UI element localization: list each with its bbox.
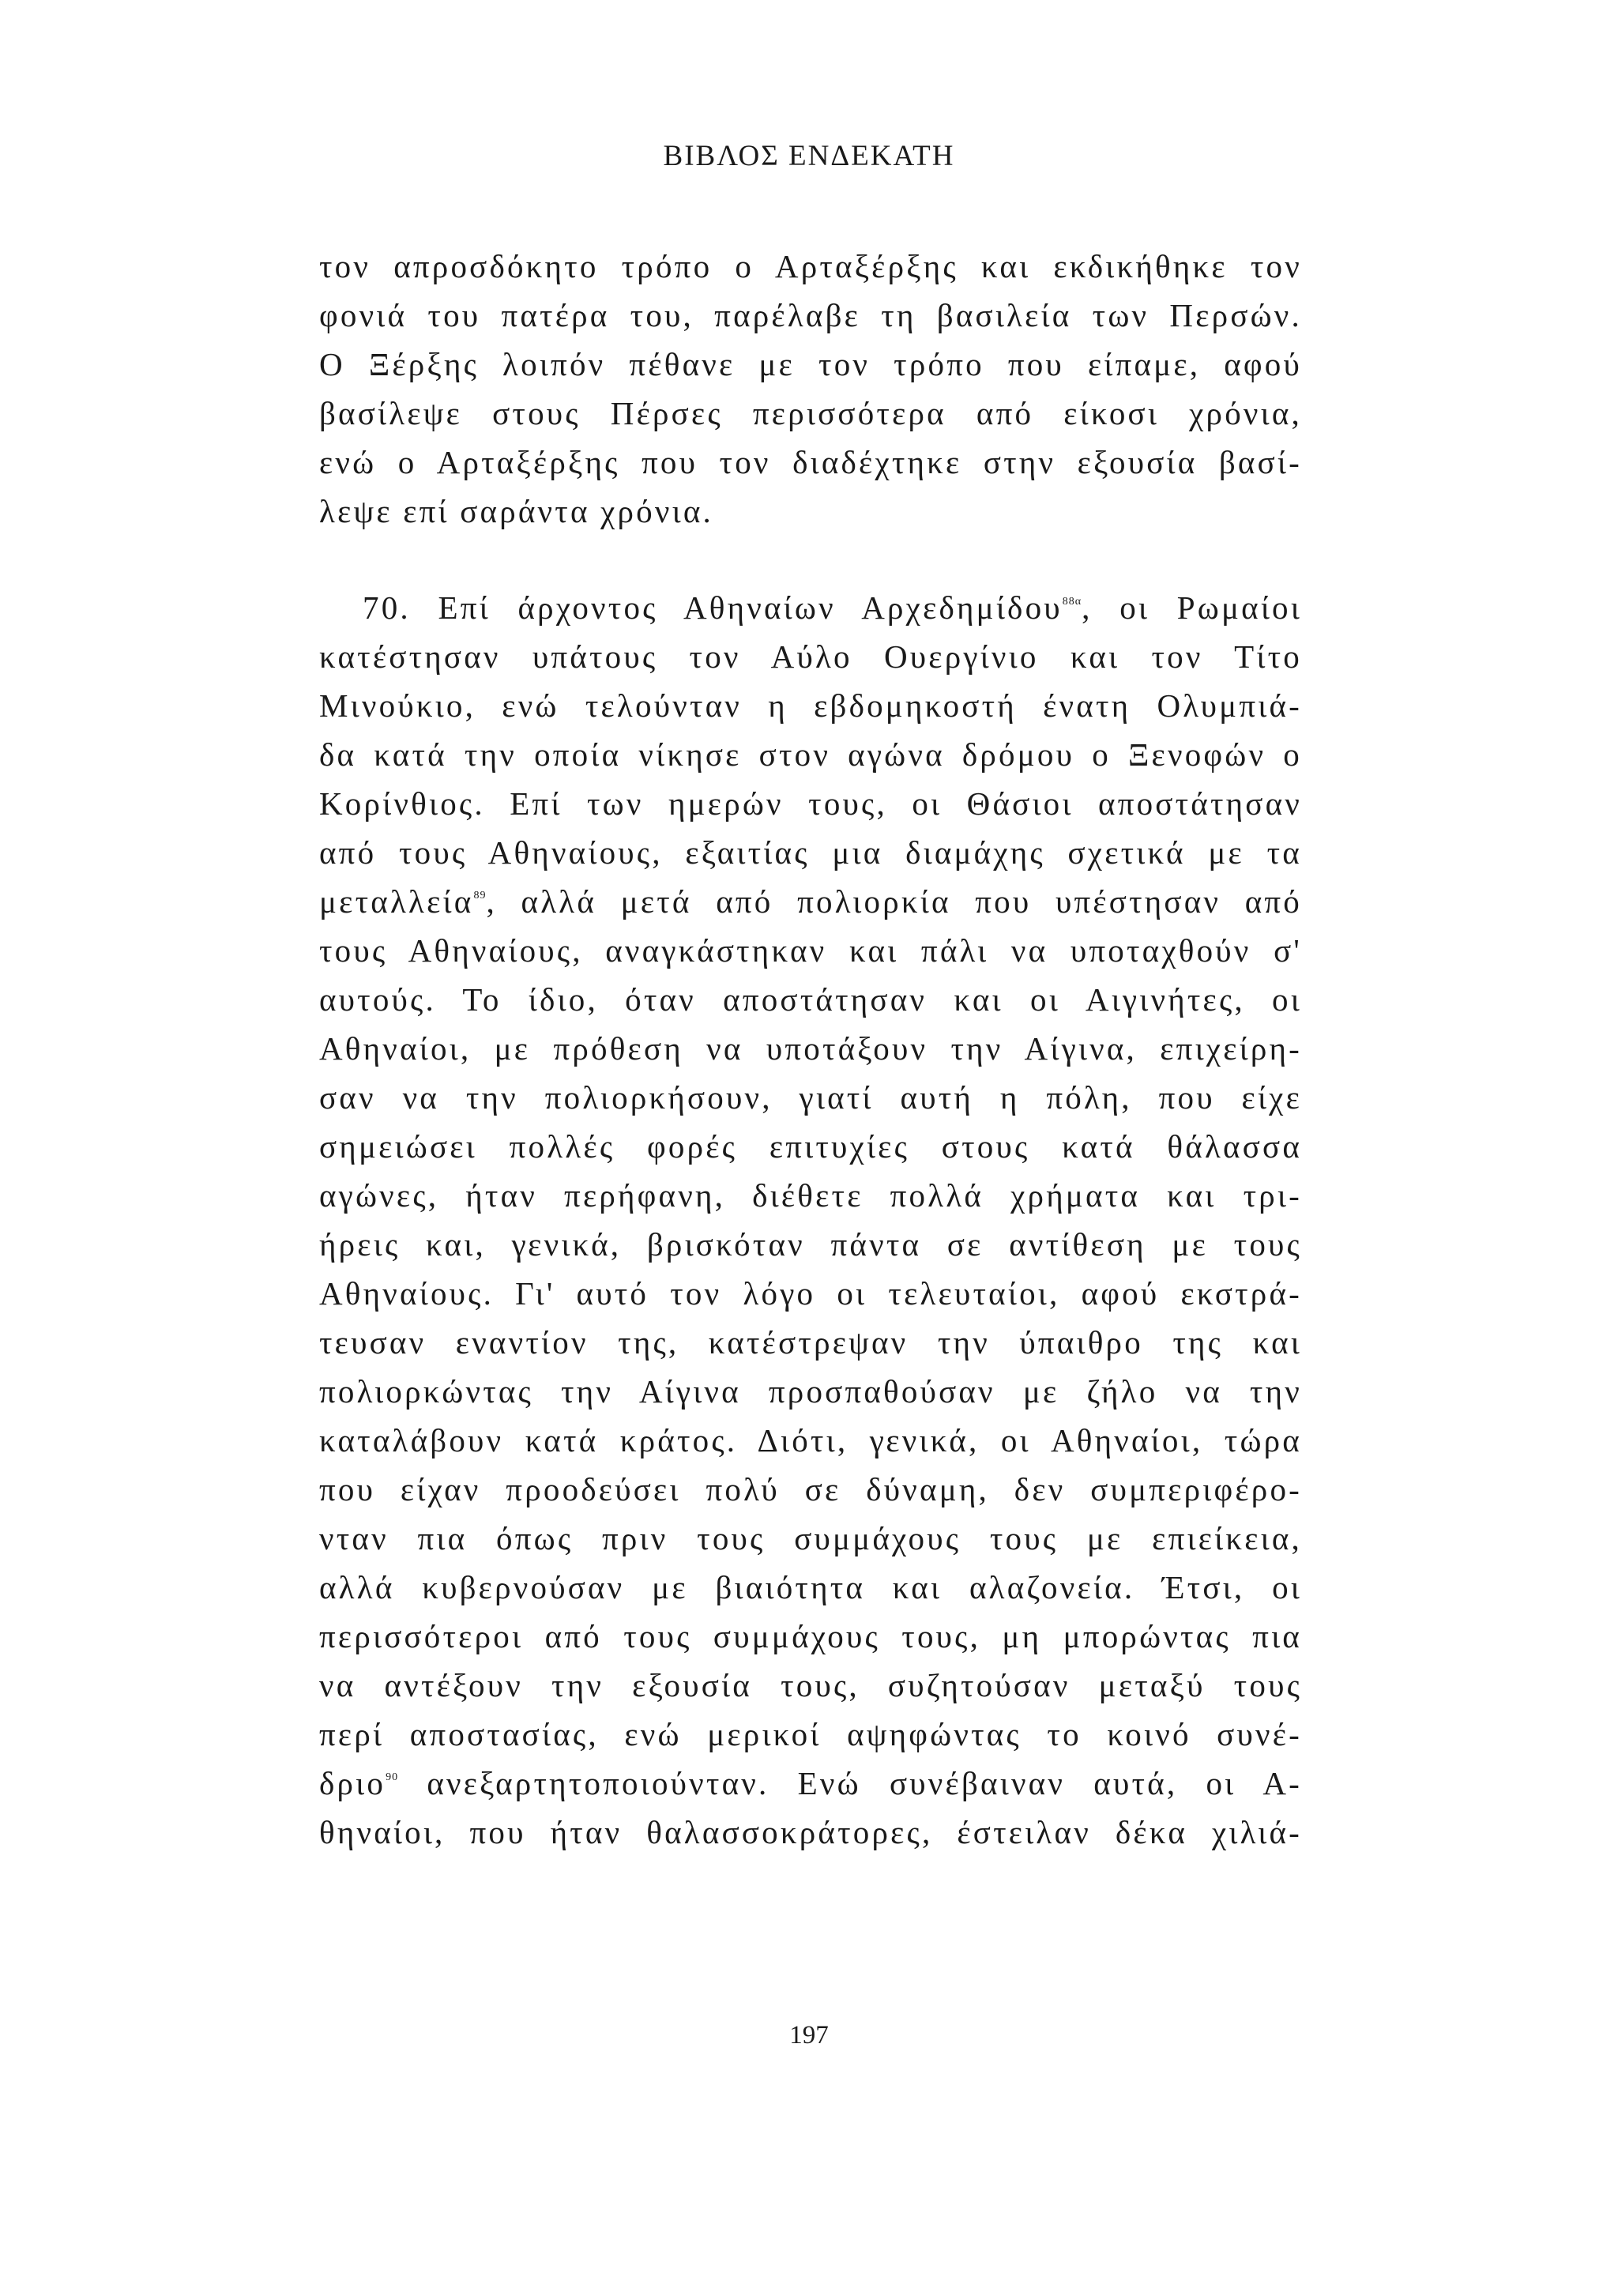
text-line: λεψε επί σαράντα χρόνια. xyxy=(319,493,713,529)
text-line: νταν πια όπως πριν τους συμμάχους τους με επιείκεια, xyxy=(319,1520,1302,1556)
running-head: ΒΙΒΛΟΣ ΕΝΔΕΚΑΤΗ xyxy=(663,140,955,172)
text-line: αυτούς. Το ίδιο, όταν αποστάτησαν και οι Αιγινήτες, οι xyxy=(319,981,1302,1018)
footnote-marker: 88α xyxy=(1062,596,1082,608)
text-line xyxy=(319,583,1302,632)
paragraph-gap xyxy=(319,536,1302,583)
text-line: πολιορκώντας την Αίγινα προσπαθούσαν με ζήλο να την xyxy=(319,1373,1302,1410)
text-line: σημειώσει πολλές φορές επιτυχίες στους κατά θάλασσα xyxy=(319,1128,1302,1165)
text-line: τον απροσδόκητο τρόπο ο Αρταξέρξης και εκδικήθηκε τον xyxy=(319,248,1302,284)
text-line xyxy=(319,1759,1302,1808)
text-line: Αθηναίους. Γι' αυτό τον λόγο οι τελευταίοι, αφού εκστρά- xyxy=(319,1275,1302,1312)
line-text: μεταλλεία xyxy=(319,883,474,920)
line-text: , οι Ρωμαίοι xyxy=(1082,589,1302,626)
text-line: τευσαν εναντίον της, κατέστρεψαν την ύπαιθρο της και xyxy=(319,1324,1302,1361)
text-line: από τους Αθηναίους, εξαιτίας μια διαμάχης σχετικά με τα xyxy=(319,834,1302,871)
text-line: σαν να την πολιορκήσουν, γιατί αυτή η πόλη, που είχε xyxy=(319,1079,1302,1116)
line-text: ανεξαρτητοποιούνταν. Ενώ συνέβαιναν αυτά, οι Α- xyxy=(398,1765,1302,1801)
line-text: δριο xyxy=(319,1765,386,1801)
text-line: Κορίνθιος. Επί των ημερών τους, οι Θάσιοι αποστάτησαν xyxy=(319,785,1302,822)
text-line: αλλά κυβερνούσαν με βιαιότητα και αλαζονεία. Έτσι, οι xyxy=(319,1569,1302,1605)
text-line: βασίλεψε στους Πέρσες περισσότερα από είκοσι χρόνια, xyxy=(319,395,1302,431)
text-line: κατέστησαν υπάτους τον Αύλο Ουεργίνιο και τον Τίτο xyxy=(319,638,1302,675)
page-number: 197 xyxy=(789,2021,829,2049)
text-line: Ο Ξέρξης λοιπόν πέθανε με τον τρόπο που είπαμε, αφού xyxy=(319,346,1302,382)
text-line: Αθηναίοι, με πρόθεση να υποτάξουν την Αίγινα, επιχείρη- xyxy=(319,1030,1302,1067)
text-line: τους Αθηναίους, αναγκάστηκαν και πάλι να υποταχθούν σ' xyxy=(319,932,1302,969)
text-line xyxy=(319,877,1302,926)
text-line: περισσότεροι από τους συμμάχους τους, μη μπορώντας πια xyxy=(319,1618,1302,1654)
text-line: να αντέξουν την εξουσία τους, συζητούσαν μεταξύ τους xyxy=(319,1667,1302,1703)
line-text: 70. Επί άρχοντος Αθηναίων Αρχεδημίδου xyxy=(363,589,1063,626)
text-line: ήρεις και, γενικά, βρισκόταν πάντα σε αντίθεση με τους xyxy=(319,1226,1302,1263)
text-line: φονιά του πατέρα του, παρέλαβε τη βασιλεία των Περσών. xyxy=(319,297,1302,333)
text-line: καταλάβουν κατά κράτος. Διότι, γενικά, οι Αθηναίοι, τώρα xyxy=(319,1422,1302,1459)
text-line: περί αποστασίας, ενώ μερικοί αψηφώντας το κοινό συνέ- xyxy=(319,1716,1302,1752)
text-line: δα κατά την οποία νίκησε στον αγώνα δρόμου ο Ξενοφών ο xyxy=(319,736,1302,773)
text-line: Μινούκιο, ενώ τελούνταν η εβδομηκοστή ένατη Ολυμπιά- xyxy=(319,687,1302,724)
text-line: που είχαν προοδεύσει πολύ σε δύναμη, δεν συμπεριφέρο- xyxy=(319,1471,1302,1507)
text-line: ενώ ο Αρταξέρξης που τον διαδέχτηκε στην εξουσία βασί- xyxy=(319,444,1302,480)
footnote-marker: 90 xyxy=(386,1771,399,1783)
footnote-marker: 89 xyxy=(473,890,487,901)
body-text xyxy=(319,242,1302,1857)
text-line: θηναίοι, που ήταν θαλασσοκράτορες, έστειλαν δέκα χιλιά- xyxy=(319,1814,1302,1850)
text-line: αγώνες, ήταν περήφανη, διέθετε πολλά χρήματα και τρι- xyxy=(319,1177,1302,1214)
line-text: , αλλά μετά από πολιορκία που υπέστησαν από xyxy=(486,883,1302,920)
